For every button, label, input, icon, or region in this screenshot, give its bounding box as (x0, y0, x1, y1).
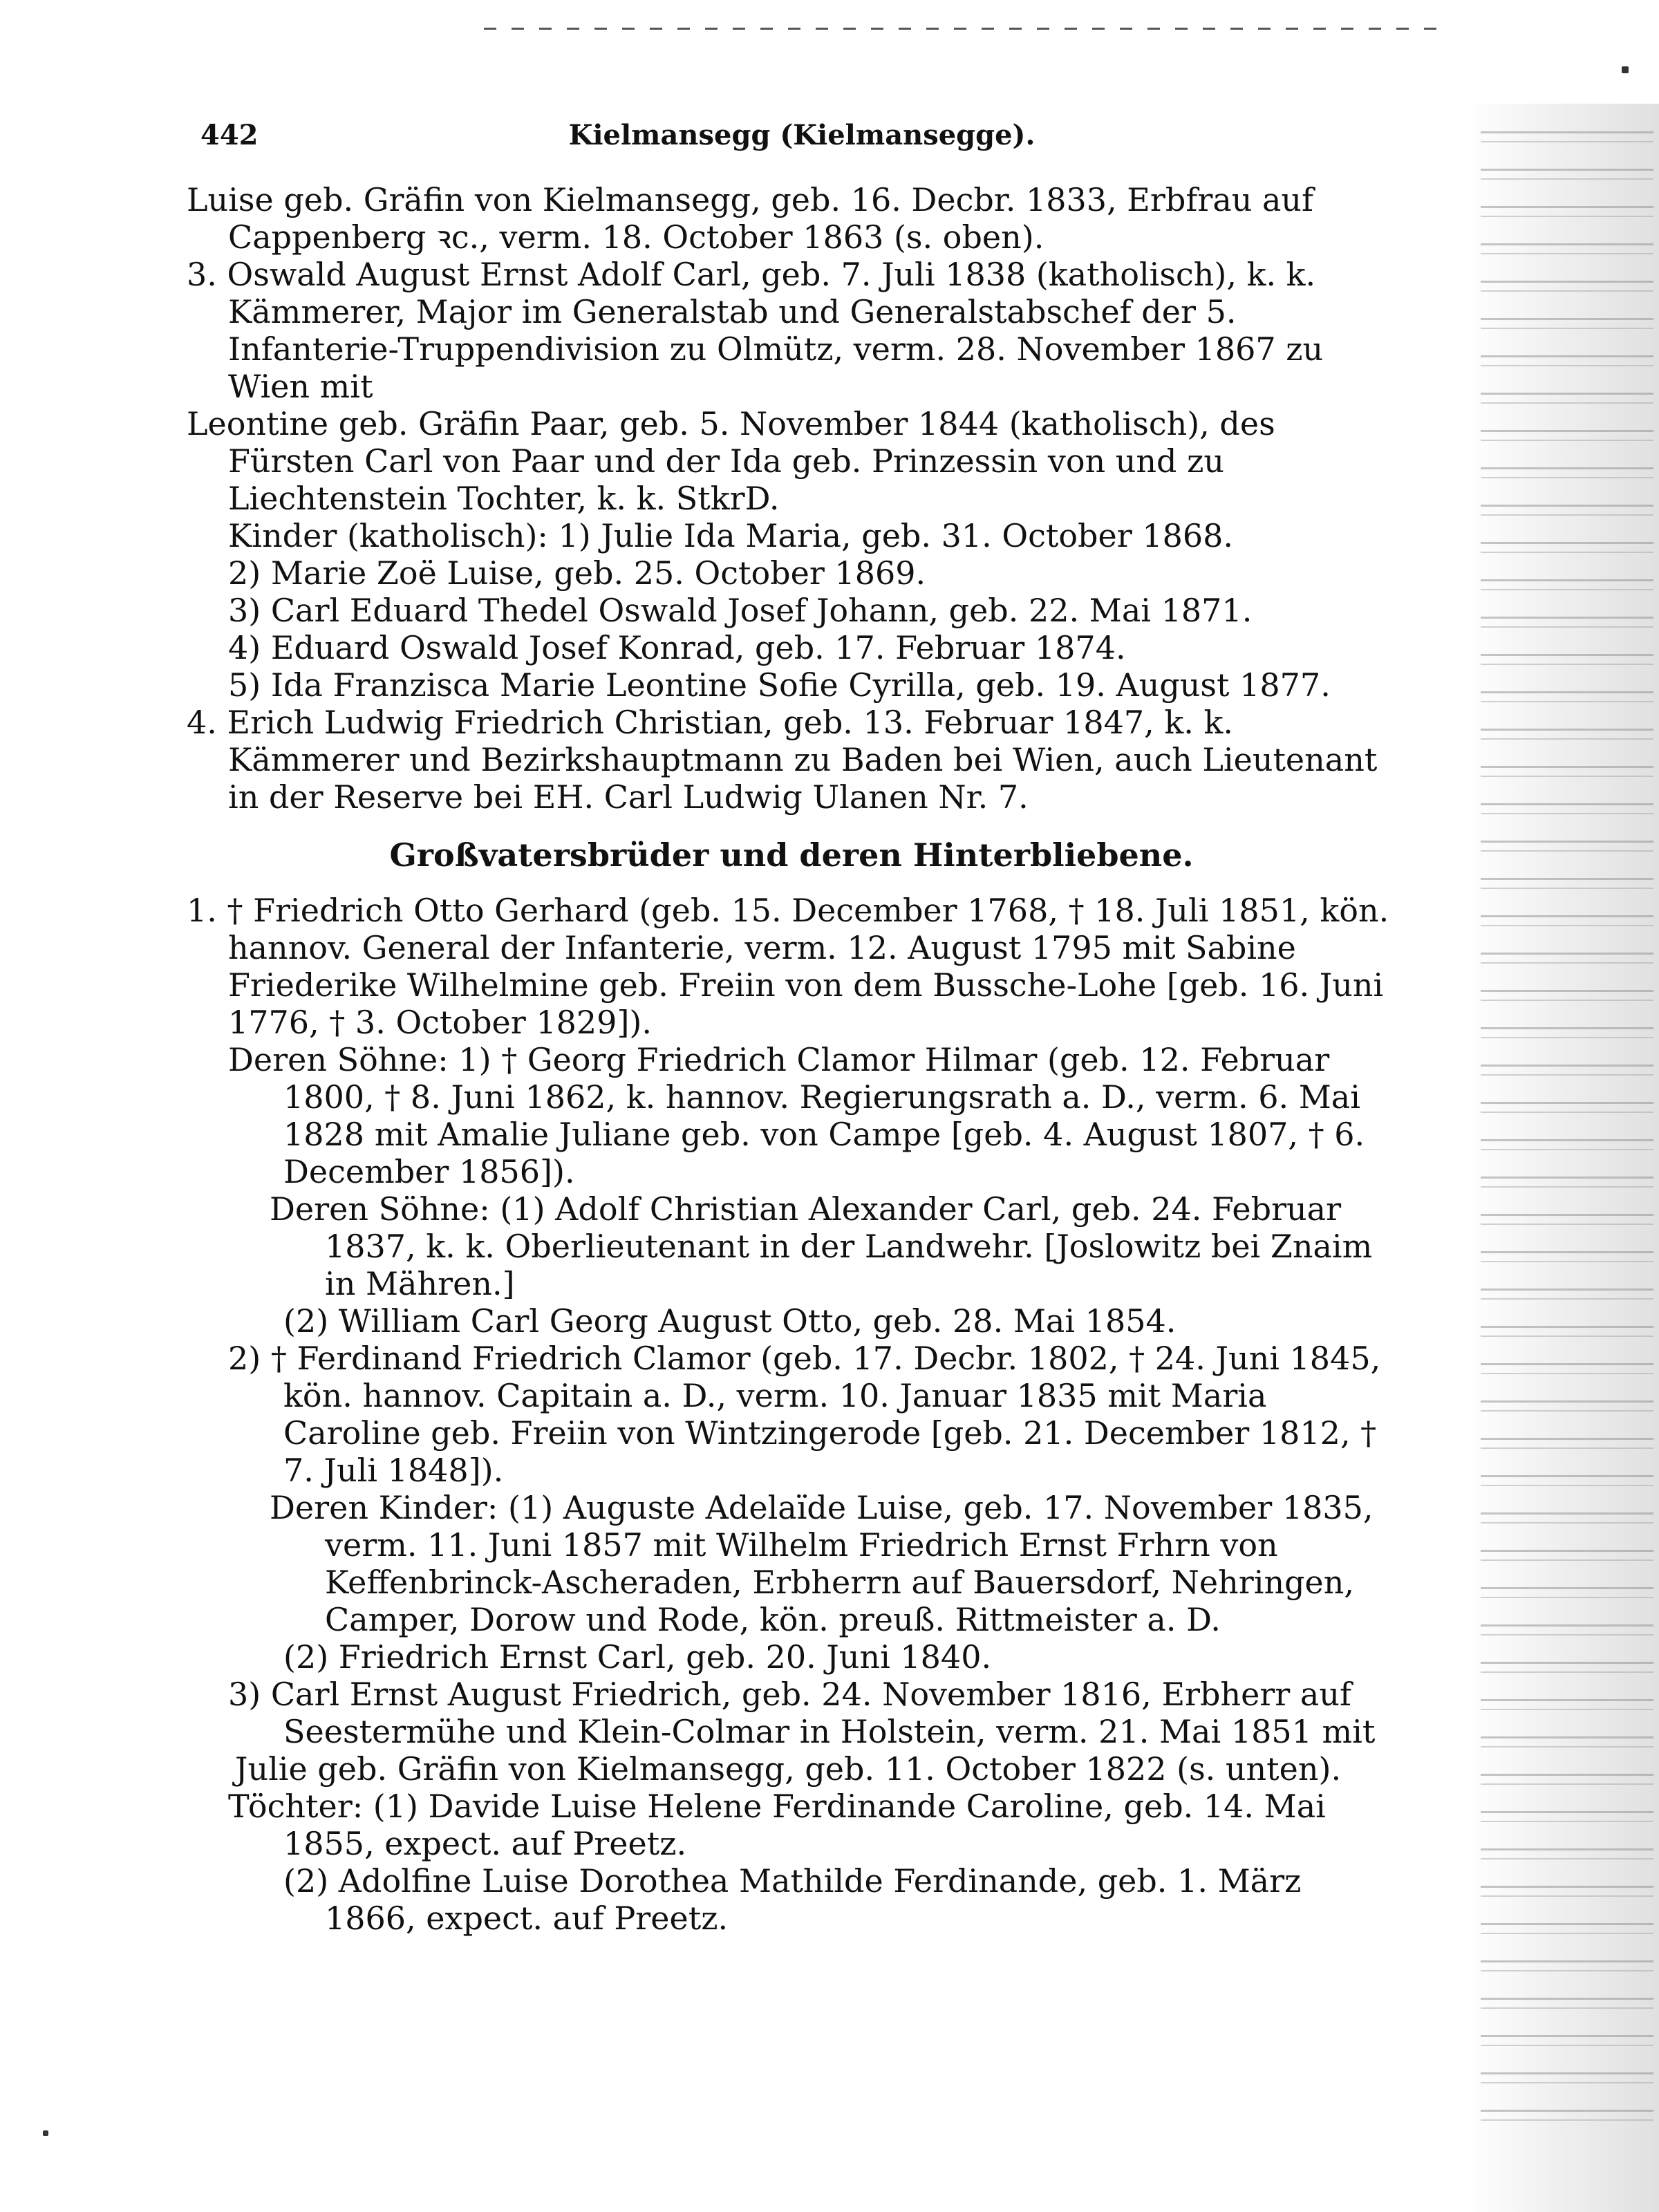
scan-speck (1622, 66, 1629, 73)
facing-page-text-shadow (1481, 131, 1653, 2136)
entry-william-carl: (2) William Carl Georg August Otto, geb. 28. Mai 1854. (283, 1302, 1177, 1340)
scan-speck (43, 2130, 48, 2136)
entry-kinder-eduard: 4) Eduard Oswald Josef Konrad, geb. 17. Februar 1874. (228, 629, 1126, 666)
entry-kinder-julie: Kinder (katholisch): 1) Julie Ida Maria, geb. 31. October 1868. (228, 517, 1234, 554)
entry-toechter-adolfine: (2) Adolfine Luise Dorothea Mathilde Ferdinande, geb. 1. März 1866, expect. auf Preetz. (283, 1862, 1302, 1937)
entry-carl-ernst: 3) Carl Ernst August Friedrich, geb. 24. November 1816, Erbherr auf Seestermühe und Klein-Colmar in Holstein, verm. 21. Mai 1851 mit (228, 1676, 1376, 1750)
section-heading: Großvatersbrüder und deren Hinterbliebene. (389, 836, 1194, 874)
entry-kinder-carl: 3) Carl Eduard Thedel Oswald Josef Johann, geb. 22. Mai 1871. (228, 592, 1253, 629)
entry-adolf-christian: Deren Söhne: (1) Adolf Christian Alexander Carl, geb. 24. Februar 1837, k. k. Oberlieutenant in der Landwehr. [Joslowitz bei Znaim in Mähren.] (270, 1190, 1373, 1302)
entry-kinder-ida: 5) Ida Franzisca Marie Leontine Sofie Cyrilla, geb. 19. August 1877. (228, 666, 1331, 704)
entry-ferdinand-friedrich: 2) † Ferdinand Friedrich Clamor (geb. 17. Decbr. 1802, † 24. Juni 1845, kön. hannov. Capitain a. D., verm. 10. Januar 1835 mit Maria Caroline geb. Freiin von Wintzingerode [geb. 21. December 1812, † 7. Juli 1848]). (228, 1340, 1381, 1489)
facing-page-bleed (1465, 104, 1659, 2212)
entry-kinder-marie: 2) Marie Zoë Luise, geb. 25. October 1869. (228, 554, 926, 592)
page-number: 442 (200, 119, 259, 151)
scan-top-rule (484, 28, 1452, 30)
entry-leontine: Leontine geb. Gräfin Paar, geb. 5. November 1844 (katholisch), des Fürsten Carl von Paar und der Ida geb. Prinzessin von und zu Liechtenstein Tochter, k. k. StkrD. (187, 405, 1275, 517)
entry-auguste-adelaide: Deren Kinder: (1) Auguste Adelaïde Luise, geb. 17. November 1835, verm. 11. Juni 1857 mit Wilhelm Friedrich Ernst Frhrn von Keffenbrinck-Ascheraden, Erbherrn auf Bauersdorf, Nehringen, Camper, Dorow und Rode, kön. preuß. Rittmeister a. D. (270, 1489, 1374, 1638)
page-header (200, 119, 1403, 167)
genealogy-entries-bottom (187, 892, 1396, 1937)
entry-friedrich-ernst: (2) Friedrich Ernst Carl, geb. 20. Juni 1840. (283, 1638, 992, 1676)
entry-julie: Julie geb. Gräfin von Kielmansegg, geb. 11. October 1822 (s. unten). (235, 1750, 1342, 1788)
entry-friedrich-otto: 1. † Friedrich Otto Gerhard (geb. 15. December 1768, † 18. Juli 1851, kön. hannov. General der Infanterie, verm. 12. August 1795 mit Sabine Friederike Wilhelmine geb. Freiin von dem Bussche-Lohe [geb. 16. Juni 1776, † 3. October 1829]). (187, 892, 1389, 1041)
entry-luise: Luise geb. Gräfin von Kielmansegg, geb. 16. Decbr. 1833, Erbfrau auf Cappenberg ꝛc., verm. 18. October 1863 (s. oben). (187, 181, 1314, 256)
entry-oswald: 3. Oswald August Ernst Adolf Carl, geb. 7. Juli 1838 (katholisch), k. k. Kämmerer, Major im Generalstab und Generalstabschef der 5. Infanterie-Truppendivision zu Olmütz, verm. 28. November 1867 zu Wien mit (187, 256, 1324, 405)
genealogy-entries-top (187, 181, 1396, 816)
entry-georg-friedrich: Deren Söhne: 1) † Georg Friedrich Clamor Hilmar (geb. 12. Februar 1800, † 8. Juni 1862, k. hannov. Regierungsrath a. D., verm. 6. Mai 1828 mit Amalie Juliane geb. von Campe [geb. 4. August 1807, † 6. December 1856]). (228, 1041, 1365, 1190)
page-body (187, 181, 1396, 1937)
running-title: Kielmansegg (Kielmansegge). (568, 119, 1035, 151)
entry-toechter-davide: Töchter: (1) Davide Luise Helene Ferdinande Caroline, geb. 14. Mai 1855, expect. auf Preetz. (228, 1788, 1326, 1862)
entry-erich: 4. Erich Ludwig Friedrich Christian, geb. 13. Februar 1847, k. k. Kämmerer und Bezirkshauptmann zu Baden bei Wien, auch Lieutenant in der Reserve bei EH. Carl Ludwig Ulanen Nr. 7. (187, 704, 1378, 816)
